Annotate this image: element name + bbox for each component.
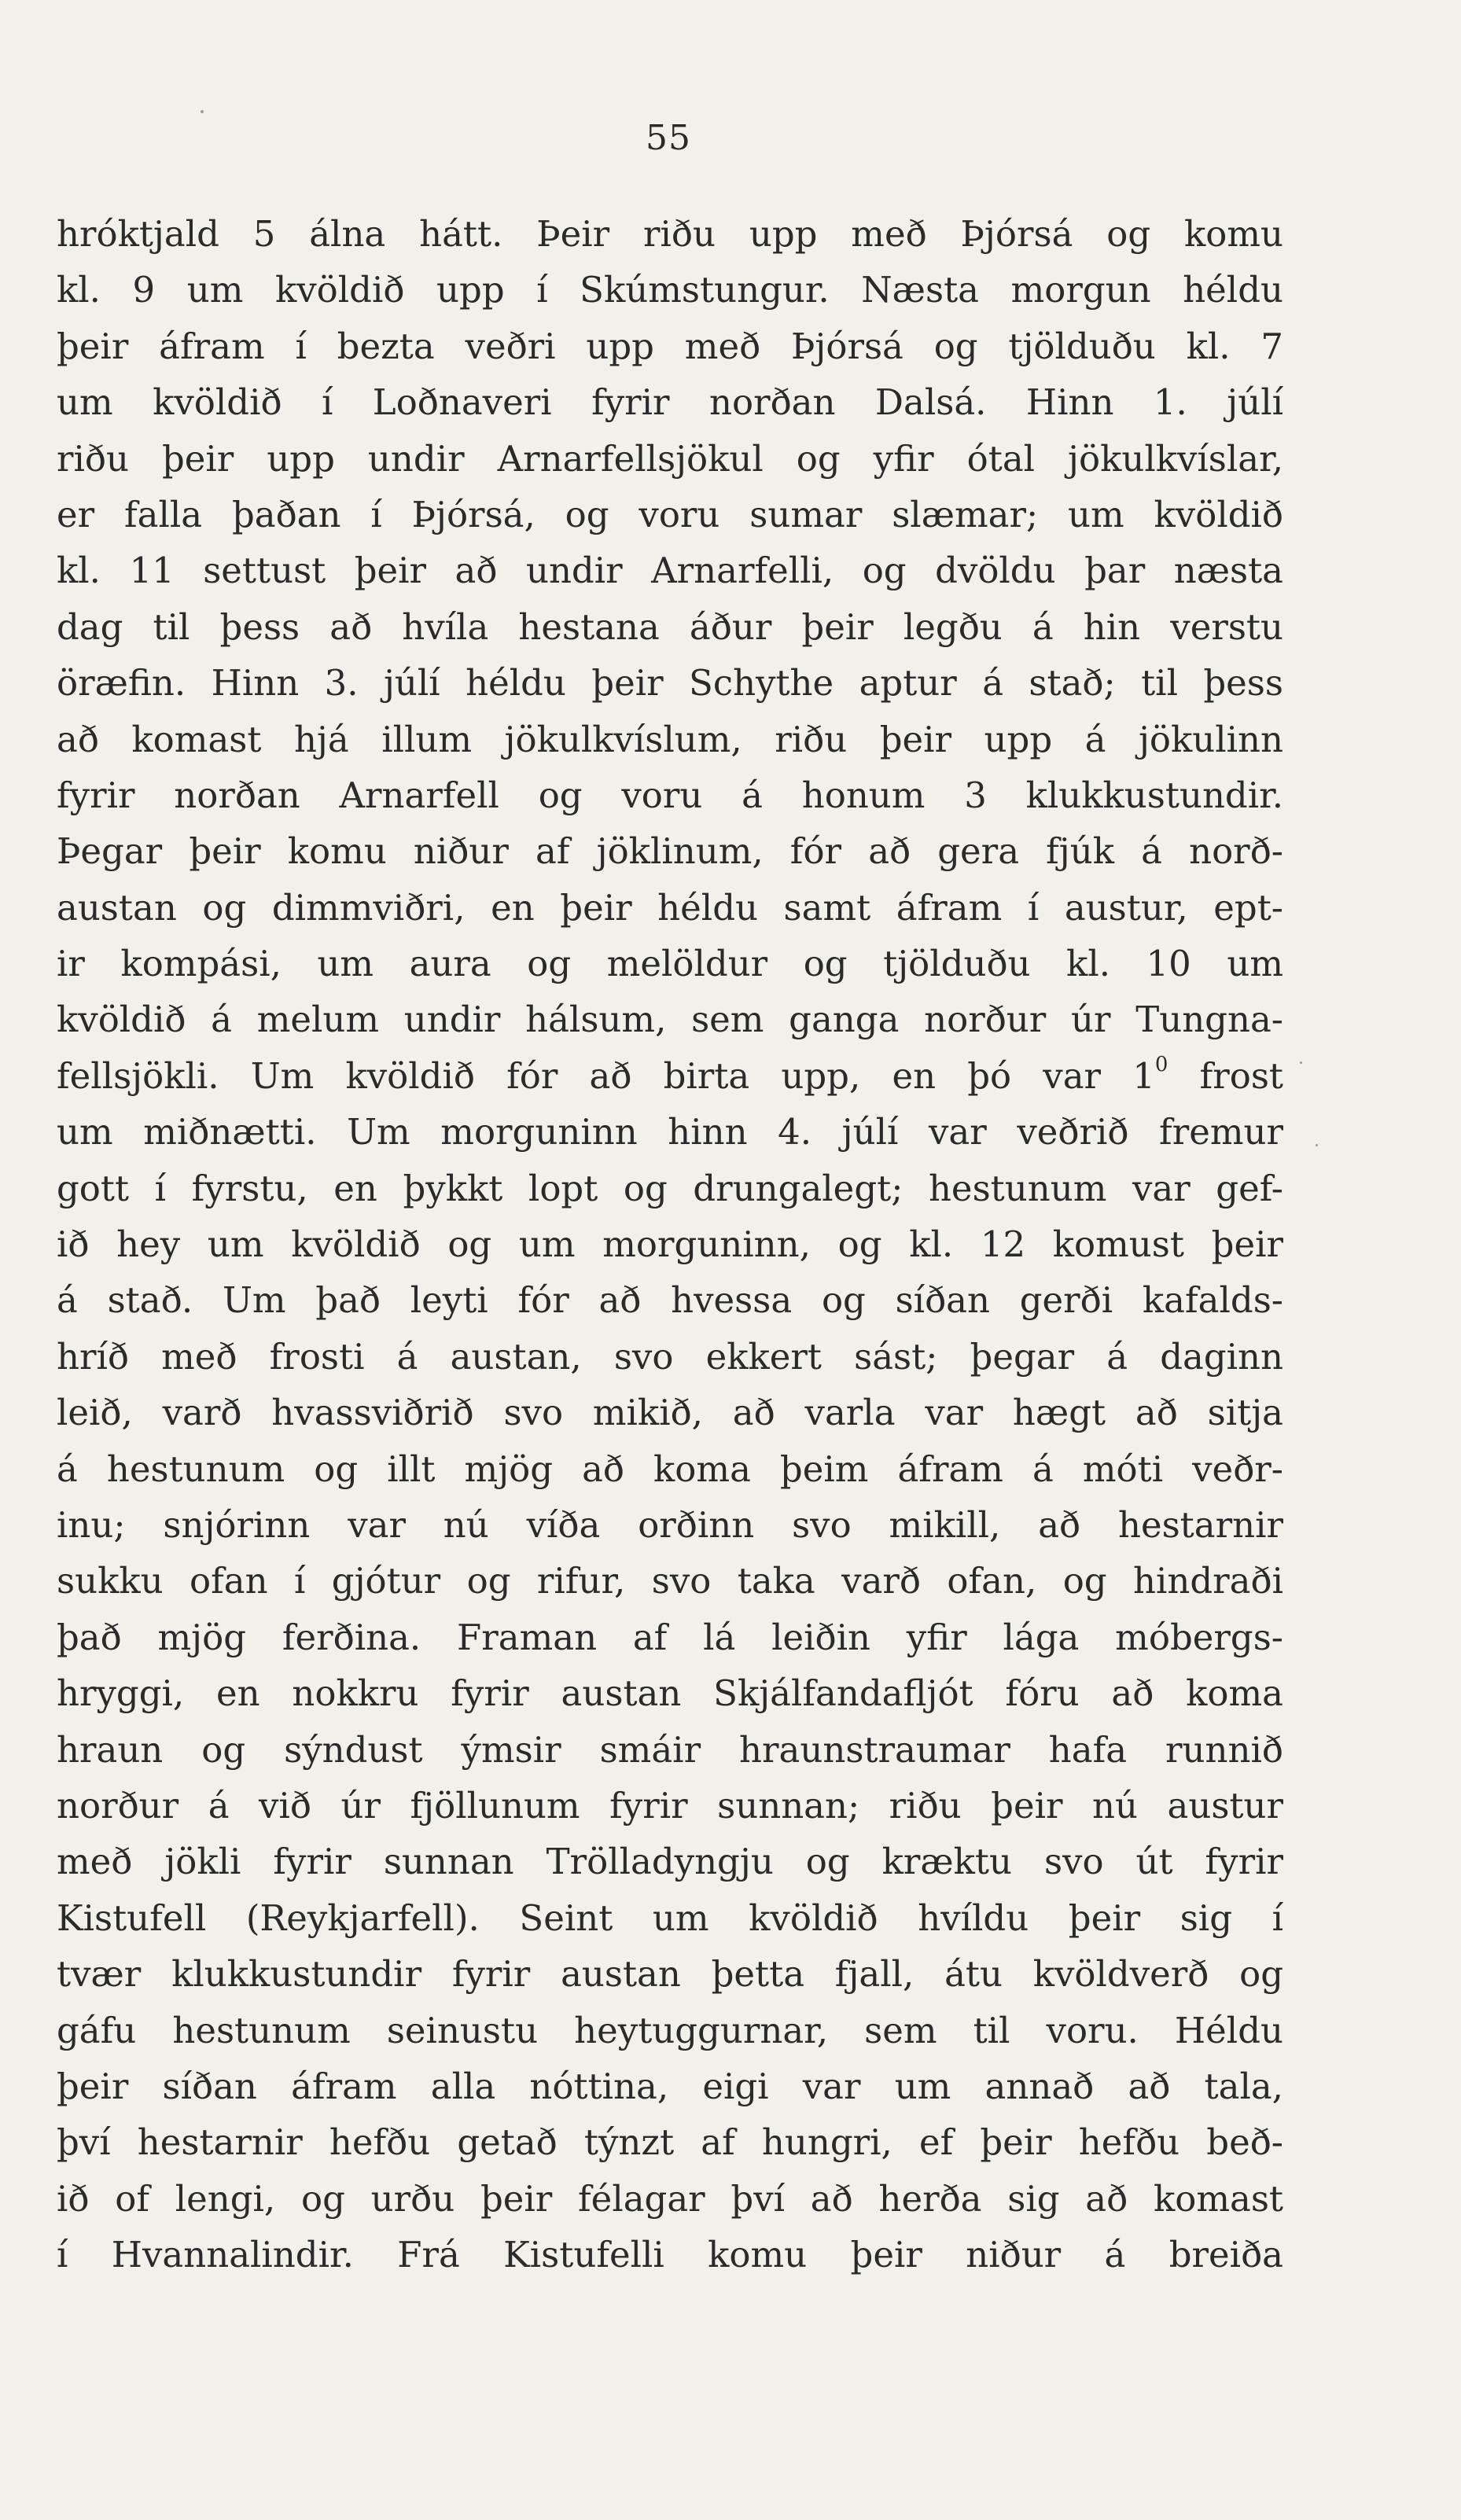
- text-line: öræfin. Hinn 3. júlí héldu þeir Schythe aptur á stað; til þess: [57, 662, 1283, 704]
- text-line: kl. 11 settust þeir að undir Arnarfelli, og dvöldu þar næsta: [57, 550, 1283, 592]
- text-line: þeir síðan áfram alla nóttina, eigi var um annað að tala,: [57, 2065, 1283, 2107]
- text-line: kl. 9 um kvöldið upp í Skúmstungur. Næsta morgun héldu: [57, 269, 1283, 311]
- text-line: þeir áfram í bezta veðri upp með Þjórsá og tjölduðu kl. 7: [57, 325, 1283, 367]
- text-line: það mjög ferðina. Framan af lá leiðin yfir lága móbergs-: [57, 1616, 1283, 1658]
- text-line: ið hey um kvöldið og um morguninn, og kl. 12 komust þeir: [57, 1223, 1283, 1266]
- text-line: leið, varð hvassviðrið svo mikið, að varla var hægt að sitja: [57, 1392, 1283, 1434]
- text-line: Þegar þeir komu niður af jöklinum, fór að gera fjúk á norð-: [57, 830, 1283, 873]
- text-line: á hestunum og illt mjög að koma þeim áfram á móti veðr-: [57, 1448, 1283, 1490]
- print-speck: [1316, 1144, 1318, 1146]
- text-line-start: fellsjökli. Um kvöldið fór að birta upp, en þó var 1: [57, 1054, 1155, 1097]
- text-line: hraun og sýndust ýmsir smáir hraunstraumar hafa runnið: [57, 1728, 1283, 1771]
- text-line: riðu þeir upp undir Arnarfellsjökul og yfir ótal jökulkvíslar,: [57, 437, 1283, 480]
- text-line: að komast hjá illum jökulkvíslum, riðu þeir upp á jökulinn: [57, 718, 1283, 760]
- text-line: austan og dimmviðri, en þeir héldu samt áfram í austur, ept-: [57, 886, 1283, 929]
- text-line: hróktjald 5 álna hátt. Þeir riðu upp með Þjórsá og komu: [57, 213, 1283, 255]
- text-line: gott í fyrstu, en þykkt lopt og drungalegt; hestunum var gef-: [57, 1167, 1283, 1209]
- text-line: gáfu hestunum seinustu heytuggurnar, sem til voru. Héldu: [57, 2009, 1283, 2051]
- print-speck: [1300, 1061, 1302, 1064]
- print-speck: [201, 110, 204, 113]
- text-line: því hestarnir hefðu getað týnzt af hungri, ef þeir hefðu beð-: [57, 2121, 1283, 2164]
- text-line: í Hvannalindir. Frá Kistufelli komu þeir niður á breiða: [57, 2234, 1283, 2276]
- text-line: ið of lengi, og urðu þeir félagar því að herða sig að komast: [57, 2177, 1283, 2220]
- text-line: tvær klukkustundir fyrir austan þetta fjall, átu kvöldverð og: [57, 1953, 1283, 1996]
- text-line-tail: frost: [1199, 1054, 1283, 1097]
- text-line: er falla þaðan í Þjórsá, og voru sumar slæmar; um kvöldið: [57, 493, 1283, 535]
- degree-superscript: 0: [1154, 1052, 1168, 1076]
- text-line: ir kompási, um aura og melöldur og tjölduðu kl. 10 um: [57, 943, 1283, 985]
- text-line: inu; snjórinn var nú víða orðinn svo mikill, að hestarnir: [57, 1503, 1283, 1546]
- text-line: með jökli fyrir sunnan Trölladyngju og kræktu svo út fyrir: [57, 1841, 1283, 1883]
- text-line: kvöldið á melum undir hálsum, sem ganga norður úr Tungna-: [57, 999, 1283, 1041]
- body-text: [57, 206, 1283, 2283]
- text-line: um kvöldið í Loðnaveri fyrir norðan Dalsá. Hinn 1. júlí: [57, 381, 1283, 424]
- text-line: dag til þess að hvíla hestana áður þeir legðu á hin verstu: [57, 605, 1283, 648]
- page-number: 55: [646, 118, 691, 158]
- text-line: á stað. Um það leyti fór að hvessa og síðan gerði kafalds-: [57, 1279, 1283, 1322]
- text-line-degree: [57, 1048, 1283, 1104]
- text-line: Kistufell (Reykjarfell). Seint um kvöldið hvíldu þeir sig í: [57, 1896, 1283, 1939]
- text-line: hríð með frosti á austan, svo ekkert sást; þegar á daginn: [57, 1335, 1283, 1378]
- text-line: um miðnætti. Um morguninn hinn 4. júlí var veðrið fremur: [57, 1111, 1283, 1153]
- text-line: norður á við úr fjöllunum fyrir sunnan; riðu þeir nú austur: [57, 1784, 1283, 1827]
- text-line: sukku ofan í gjótur og rifur, svo taka varð ofan, og hindraði: [57, 1560, 1283, 1602]
- text-line: fyrir norðan Arnarfell og voru á honum 3 klukkustundir.: [57, 774, 1283, 816]
- text-line: hryggi, en nokkru fyrir austan Skjálfandafljót fóru að koma: [57, 1672, 1283, 1715]
